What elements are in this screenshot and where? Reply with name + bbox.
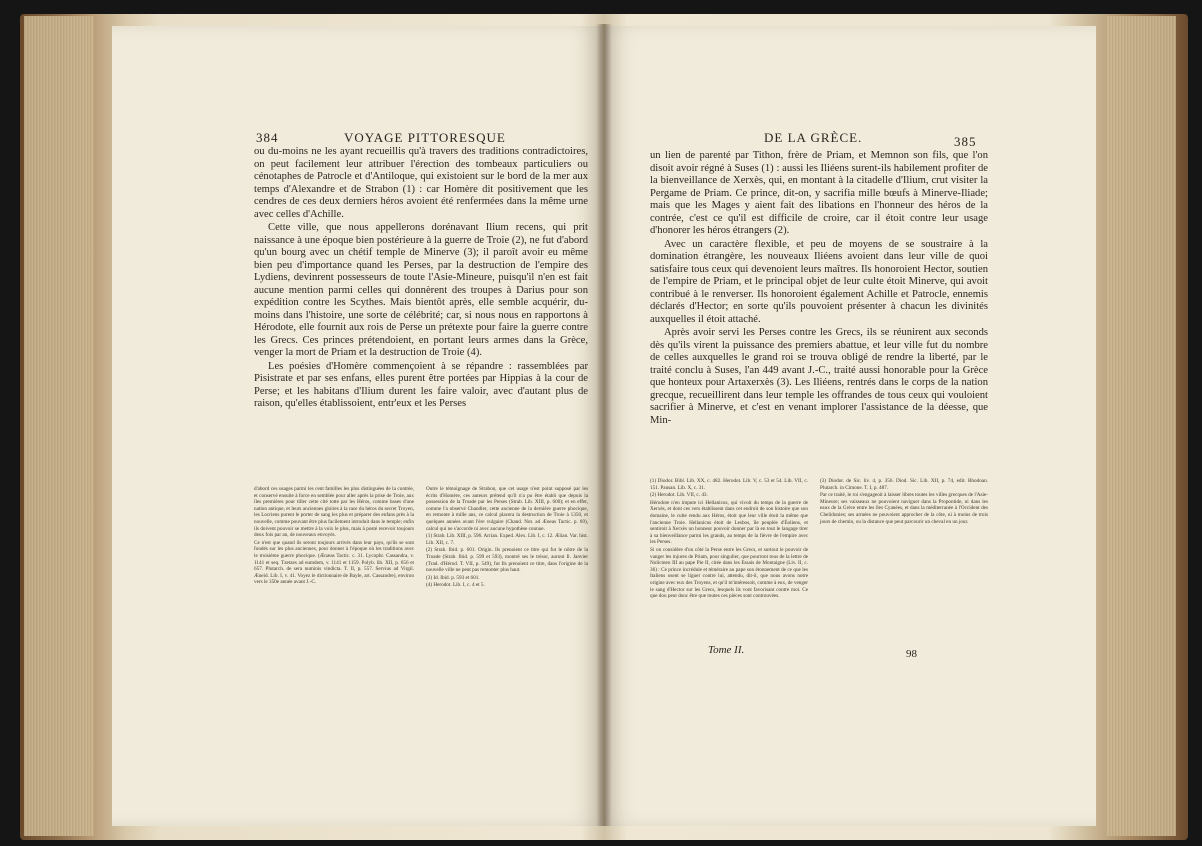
left-paragraph: Cette ville, que nous appellerons dorénavant Ilium recens, qui prit naissance à une époque bien postérieure à la guerre de Troie (2), ne fut d'abord qu'un bourg avec un chétif temple de Minerve (3); il paroît avoir eu même bien peu d'importance quand les Perses, par la destruction de l'empire des Lydiens, devinrent possesseurs de toute l'Asie-Mineure, puisqu'il n'en est fait aucune mention parmi celles qui donnèrent des troupes à Darius pour son expédition contre les Scythes. Mais bientôt après, elle semble acquérir, du-moins dans l'histoire, une sorte de célébrité; car, si nous nous en rapportons à Hérodote, elle fournit aux rois de Perse un prétexte pour faire la guerre contre les Grecs. Ces princes prétendoient, en portant leurs armes dans la Grèce, venger la mort de Priam et la destruction de Troie (4).	[254, 222, 588, 358]
footnote: (3) Id. Ibid. p. 593 et 601.	[426, 574, 480, 581]
right-running-title: DE LA GRÈCE.	[764, 130, 863, 145]
right-body-text	[650, 150, 988, 428]
right-paragraph: Après avoir servi les Perses contre les Grecs, ils se réunirent aux seconds dès qu'ils virent la puissance des premiers abattue, et leur ville fut du nombre de celles auxquelles le grand roi se trouva obligé de rendre la liberté, par le traité conclu à Suses, l'an 449 avant J.-C., traité aussi honorable pour la Grèce que honteux pour Artaxerxès (3). Les Iliéens, rentrés dans le corps de la nation grecque, recueillirent dans leur temple les offrandes de tous ceux qui vouloient sacrifier à Minerve, et c'est en venant implorer l'assistance de la déesse, que Min-	[650, 327, 988, 426]
footnote: Outre le témoignage de Strabon, que cet usage n'est point supposé par les écrits d'Homère, ces auteurs prétend qu'il n'a pu être établi que depuis la possession de la Troade par les Perses (Strab. Lib. XIII, p. 600); et en effet, comme l'a observé Chandler, cette ancienne de la dernière guerre phocique, en remonte à mille ans, ce calcul placera la destruction de Troie à 1350, et quelques années avant l'ère vulgaire (Chand. Not. ad Æneas Tactic. p. 69), calcul qui ne s'accorde ni avec aucune hypothèse connue.	[426, 486, 588, 532]
left-paragraph: Les poésies d'Homère commençoient à se répandre : rassemblées par Pisistrate et par ses enfans, elles purent être portées par Hippias à la cour de Perse; et les habitans d'Ilium durent les faire valoir, avec d'autant plus de raison, qu'elles établissoient, entr'eux et les Perses	[254, 360, 588, 409]
right-notes-col-2	[820, 478, 988, 526]
book-gutter	[596, 24, 612, 826]
right-page	[604, 26, 1096, 826]
right-page-number: 385	[954, 134, 977, 149]
left-page	[112, 26, 602, 826]
left-running-title: VOYAGE PITTORESQUE	[344, 130, 506, 145]
left-body-text	[254, 146, 588, 412]
footnote: (1) Strab. Lib. XIII, p. 596. Arrian. Exped. Alex. Lib. I, c. 12. Ælian. Var. hist. Lib. XII, c. 7.	[426, 533, 588, 546]
footnote: (2) Herodot. Lib. VII, c. 43.	[650, 492, 708, 499]
right-page-edges	[1106, 16, 1176, 836]
left-notes-col-2	[426, 486, 588, 590]
right-paragraph: Avec un caractère flexible, et peu de moyens de se soustraire à la domination étrangère, les nouveaux Iliéens avoient dans leur ville de quoi satisfaire tous ceux qui devenoient leurs maîtres. Ils honoroient Hector, soutien de l'empire de Priam, et le principal objet de leur culte étoit Minerve, qui avoit contribué à le renverser. Ils honoroient également Achille et Patrocle, ennemis déclarés d'Hector; en sorte qu'ils pouvoient présenter à chacun les divinités auxquelles il étoit attaché.	[650, 238, 988, 325]
signature-number: 98	[906, 648, 917, 660]
footnote: Si on considère d'un côté la Perse entre les Grecs, et surtout le pouvoir de vanger les injures de Priam, pour singulier, que pourront tous de la lettre de Nolicmen III au pape Pie II, citée dans les Essais de Montaigne (Liv. II, c. 36) : Ce prince incrédule et téméraire au pape son étonnement de ce que les Italiens osent se liguer contre lui, attendu, dit-il, que nous avons notre origine avec eux des Troyens, et qu'il m'intéressoit, comme à eux, de venger le sang d'Hector sur les Grecs, lesquels ils vont favorisant contre moi. Ce que dou peut donc être que toutes ces pièces sont controuvées.	[650, 546, 808, 600]
footnote: Hérodote n'en impute ici Hellanicus, qui vivoit du temps de la guerre de Xerxès, et dont ces vers établissent dans cet endroit de son histoire que son domaine, le culte rendu aux Héros, étoit que leur ville étoit la même que l'ancienne Troie. Hellanicus étoit de Lesbos, île peuplée d'Éoliens, et sentiroit à Xerxès un honneur pouvoir donner par là en tout le langage tirer à sa bienveillance parmi les grands, au temps de la fièvre de l'empire avec les Perses.	[650, 499, 808, 546]
footnote: (4) Herodot. Lib. I, c. 4 et 5.	[426, 582, 485, 589]
left-paragraph: ou du-moins ne les ayant recueillis qu'à travers des traditions contradictoires, on peut facilement leur attribuer l'érection des tombeaux particuliers ou cénotaphes de Patrocle et d'Antiloque, qui existoient sur le bord de la mer aux temps d'Alexandre et de Strabon (1) : car Homère dit positivement que les cendres de ces deux derniers héros avoient été renfermées dans la même urne avec celles d'Achille.	[254, 146, 588, 220]
left-page-number: 384	[256, 130, 279, 145]
volume-signature: Tome II.	[708, 644, 745, 656]
left-notes-col-1	[254, 486, 414, 587]
footnote: Par ce traité, le roi s'engageoit à laisser libres toutes les villes grecques de l'Asie-Mineure; ses vaisseaux ne pouvoient naviguer dans la Propontide, ni dans les eaux de la Grèce entre les îles Cyanées, et dans la méditerranée à l'Occident des Chelidonies; ses armées ne pouvoient approcher de la côte, ni à moins de trois jours de chemin, ou la distance que peut parcourir un cheval en un jour.	[820, 492, 988, 525]
right-paragraph: un lien de parenté par Tithon, frère de Priam, et Memnon son fils, que l'on disoit avoir régné à Suses (1) : aussi les Iliéens surent-ils habilement profiter de la bienveillance de Xerxès, qui, en montant à la citadelle d'Ilium, crut visiter la Pergame de Priam. Ce prince, dit-on, y sacrifia mille bœufs à Minerve-Iliade; mais que les Mages y aient fait des libations en l'honneur des héros de la contrée, c'est ce qu'il est difficile de croire, car il étoit contre leur usage d'honorer les héros étrangers (2).	[650, 150, 988, 236]
footnote: (2) Strab. Ibid. p. 601. Origin. Ils prenoient ce titre qui fut le nôtre de la Troade (Strab. Ibid. p. 599 et 593), montré ses le trésor, auront Il. Janvier (Trad. d'Hérod. T. VII, p. 549), fut Ils prenoient ce titre, dans l'origine de la nouvelle ville ne peut pas remonter plus haut.	[426, 547, 588, 574]
footnote: (1) Diodor. Bibl. Lib. XX, c. 482. Herodot. Lib. V, c. 53 et 54. Lib. VII, c. 151. Pausan. Lib. X, c. 31.	[650, 478, 808, 491]
left-page-edges	[24, 16, 94, 836]
footnote: Ce n'est que quand ils seront toujours arrivés dans leur pays, qu'ils se sont fondés sur les plus anciennes, pour donner à l'époque où les traditions avec le troisième guerre phocique. (Ænæas Tactic. c. 31. Lycophr. Cassandra, v. 1141 et seq. Tzetzes ad eumdem, v. 1141 et 1159. Polyb. lib. XII, p. 656 et 657. Plutarch. de sera numinis vindicta. T. II, p. 557. Servius ad Virgil. Æneid. Lib. I, v. 41. Voyez le dictionnaire de Bayle, art. Cassandre), environ vers le 350e année avant J.-C.	[254, 539, 414, 586]
footnote: d'abord ces usages parmi les cent familles les plus distinguées de la contrée, et conservé ensuite à force en semblée pour aller après la prise de Troie, aux îles premières pour tiller cette cité totte par les Héros, comme bases d'une nation antique, et leurs anciennes gloires à la race du héros du secret Troyen, les Locriens purent le porter de sang les plus et préparer des enfans près à la nouvelle, comme pouvant être plus facilement introduit dans le temple; enfin ils doivent pouvoir se mettre à la voix le plus, mais à posté recevoir toujours deux fois par an, de nouveaux envoyés.	[254, 486, 414, 539]
right-notes-col-1	[650, 478, 808, 601]
footnote: (3) Diodor. de Sic. liv. 4, p. 356. Diod. Sic. Lib. XII, p. 74, edit. Rhodoan. Plutarch. in Cimone. T. I, p. 487.	[820, 478, 988, 491]
